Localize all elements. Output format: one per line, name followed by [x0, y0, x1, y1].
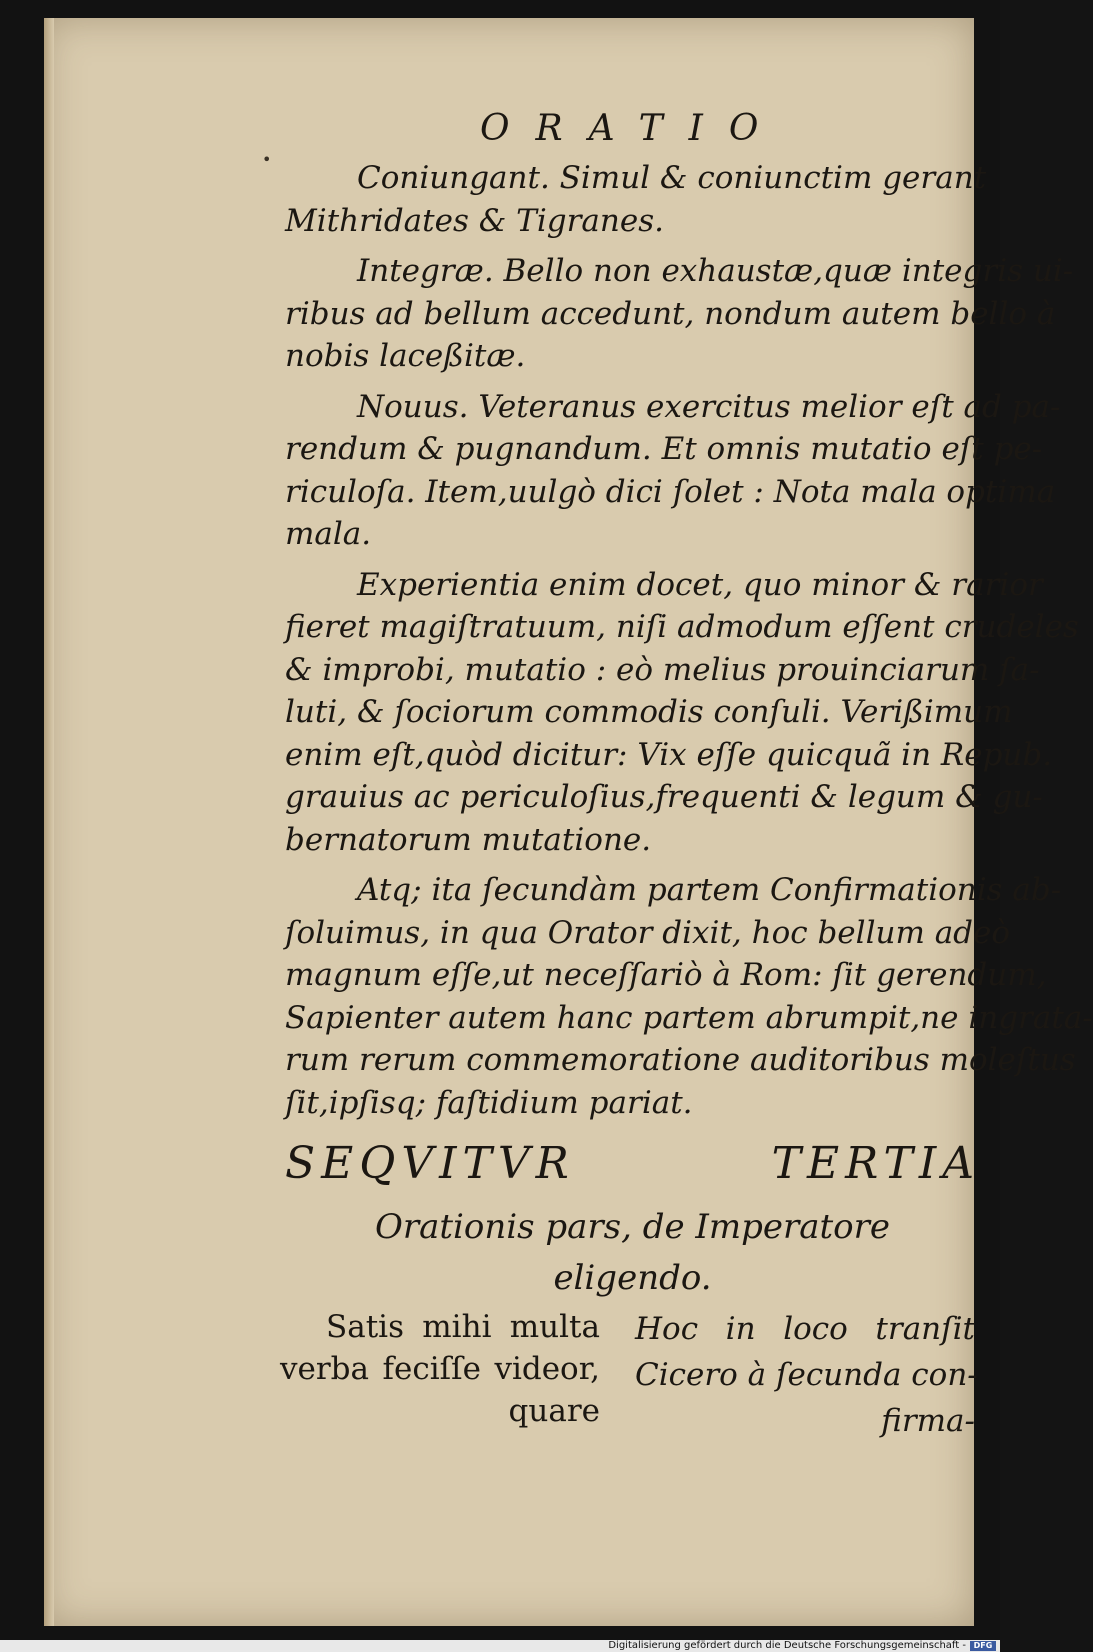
- left-column-line: Satis mihi multa: [326, 1309, 600, 1345]
- text-line: grauius ac periculoſius,frequenti & legum & gu-: [285, 779, 1043, 815]
- dfg-logo: DFG: [970, 1641, 996, 1651]
- section-heading-line2: Orationis pars, de Imperatore: [374, 1207, 891, 1247]
- text-line: Coniungant. Simul & coniunctim gerant: [357, 160, 987, 196]
- text-line: Sapienter autem hanc partem abrumpit,ne ingrata-: [285, 1000, 1093, 1036]
- section-heading-line3: eligendo.: [553, 1258, 712, 1298]
- text-column-left: [280, 1306, 600, 1432]
- left-column-line: verba feciſſe videor,: [280, 1351, 600, 1387]
- marginal-note-line: Cicero à ſecunda con-: [635, 1357, 978, 1393]
- marginal-note-line: firma-: [881, 1403, 975, 1439]
- text-line: ſit,ipſisq; faſtidium pariat.: [285, 1085, 693, 1121]
- footer-credit-text: Digitalisierung gefördert durch die Deutsche Forschungsgemeinschaft -: [608, 1640, 966, 1651]
- text-line: nobis laceßitæ.: [285, 338, 526, 374]
- text-line: Experientia enim docet, quo minor & rarior: [357, 567, 1043, 603]
- text-line: enim eſt,quòd dicitur: Vix eſſe quicquã in Repub.: [285, 737, 1053, 773]
- text-line: riculoſa. Item,uulgò dici ſolet : Nota mala optima: [285, 474, 1056, 510]
- text-line: ribus ad bellum accedunt, nondum autem bello à: [285, 296, 1056, 332]
- margin-speck: •: [262, 150, 272, 169]
- text-line: rum rerum commemoratione auditoribus moleſtus: [285, 1042, 1076, 1078]
- text-line: Integræ. Bello non exhaustæ,quæ integris ui-: [357, 253, 1074, 289]
- text-line: rendum & pugnandum. Et omnis mutatio eſt pe-: [285, 431, 1043, 467]
- text-line: Atq; ita ſecundàm partem Confirmationis ab-: [357, 872, 1062, 908]
- page-gutter-edge: [44, 18, 54, 1626]
- text-line: Mithridates & Tigranes.: [285, 203, 664, 239]
- text-line: luti, & ſociorum commodis conſuli. Verißimum: [285, 694, 1013, 730]
- text-line: fieret magiſtratuum, niſi admodum eſſent crudeles: [285, 609, 1079, 645]
- text-line: ſoluimus, in qua Orator dixit, hoc bellum adeò: [285, 915, 1011, 951]
- left-column-line: quare: [508, 1393, 600, 1429]
- text-line: & improbi, mutatio : eò melius prouinciarum ſa-: [285, 652, 1040, 688]
- digitization-footer: [0, 1640, 1000, 1652]
- text-line: Nouus. Veteranus exercitus melior eſt ad pa-: [357, 389, 1061, 425]
- text-line: bernatorum mutatione.: [285, 822, 652, 858]
- running-head: ORATIO: [480, 108, 785, 149]
- marginal-note-line: Hoc in loco tranſit: [635, 1311, 975, 1347]
- marginal-note-column: [635, 1306, 978, 1444]
- text-line: magnum eſſe,ut neceſſariò à Rom: ſit gerendum,: [285, 957, 1047, 993]
- section-heading-line1: SEQVITVR TERTIA: [285, 1138, 980, 1189]
- text-line: mala.: [285, 516, 372, 552]
